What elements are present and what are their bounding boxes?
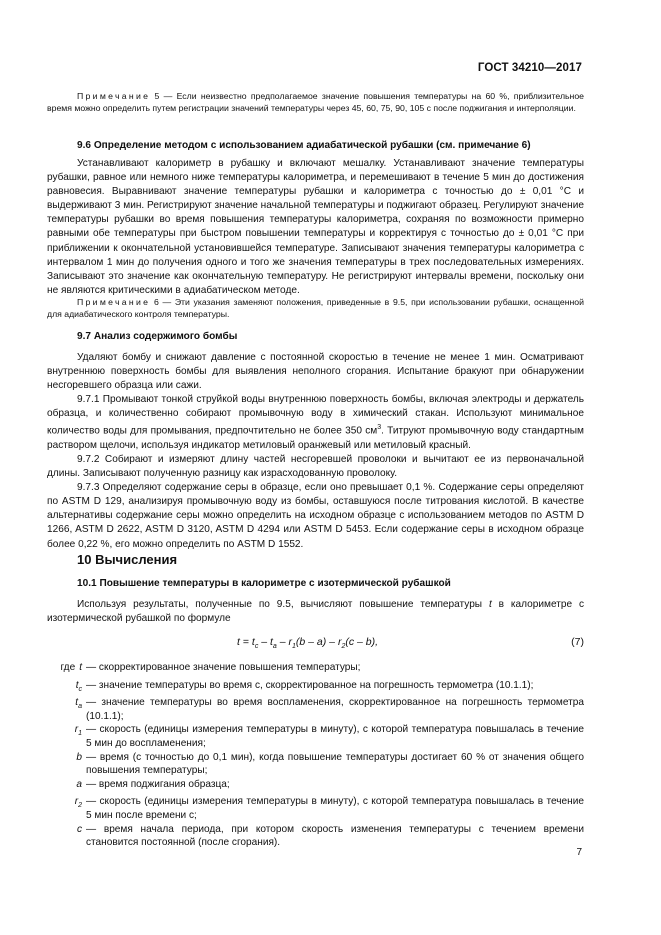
definition-row <box>47 723 584 750</box>
symbol: t <box>75 679 79 691</box>
definition-row <box>47 751 584 778</box>
where-word: где <box>60 662 76 673</box>
paragraph-9-7-1 <box>47 393 584 453</box>
definition-symbol <box>47 823 86 841</box>
section-10-title: 10 Вычисления <box>77 552 178 567</box>
definition-row <box>47 823 584 850</box>
formula-operator: – <box>276 636 289 648</box>
formula-symbol: r <box>288 636 293 648</box>
definition-text: — время поджигания образца; <box>86 778 230 790</box>
definition-symbol <box>47 723 86 741</box>
definition-symbol <box>47 751 86 769</box>
section-9-6-paragraph: Устанавливают калориметр в рубашку и включают мешалку. Устанавливают значение температуры рубашки, равное или немного ниже температуры калориметра, и перемешивают в течение 5 мин до достижения равновесия. Выравнивают значение температуры рубашки и калориметра с точностью до ± 0,01 °C и выдерживают 3 мин. Регистрируют значение начальной температуры и поджигают образец. Регулируют значение температуры рубашки во время повышения температуры калориметра, сохраняя по возможности примерно равными обе температуры при быстром повышении температуры и корректируя с точностью до ± 0,01 °C при приближении к окончательной установившейся температуре. Записывают значения температуры калориметра с интервалом 1 мин до получения одного и того же значения температуры в трех последовательных измерениях. Записывают это значение как окончательную температуру. Не регистрируют интервалы времени, поскольку они не являются критическими в адиабатическом методе. <box>47 158 584 296</box>
formula-number: (7) <box>571 636 584 648</box>
formula-symbol: t <box>251 636 255 648</box>
formula-term: (c – b), <box>345 636 379 648</box>
section-10-1-intro <box>47 598 584 626</box>
note-6 <box>47 296 584 320</box>
symbol: t <box>79 662 82 673</box>
definition-row <box>47 795 584 822</box>
formula-subscript: 1 <box>292 643 296 651</box>
symbol: t <box>75 697 79 709</box>
section-9-7-body <box>47 351 584 552</box>
symbol-subscript: c <box>78 685 82 693</box>
definition-symbol <box>47 795 86 813</box>
definitions-list <box>47 661 584 850</box>
definition-text: — время начала периода, при котором скорость изменения температуры с течением времени становится постоянной (после сгорания). <box>86 823 584 849</box>
superscript: 3 <box>377 424 382 432</box>
formula-symbol: t <box>270 636 273 648</box>
page-number: 7 <box>576 847 582 858</box>
definition-text: — значение температуры во время воспламенения, скорректированное на погрешность термометра (10.1.1); <box>86 697 584 722</box>
note-label: Примечание <box>77 91 151 101</box>
definition-symbol <box>47 679 86 697</box>
symbol: r <box>74 796 79 808</box>
section-9-6-title: 9.6 Определение методом с использованием адиабатической рубашки (см. примечание 6) <box>77 140 531 151</box>
section-10-1-title: 10.1 Повышение температуры в калориметре с изотермической рубашкой <box>77 578 451 589</box>
symbol-subscript: 1 <box>78 730 82 738</box>
formula-subscript: a <box>272 643 277 651</box>
definition-symbol <box>47 696 86 714</box>
formula-operator: = <box>239 636 252 648</box>
definition-text: — время (с точностью до 0,1 мин), когда повышение температуры достигает 60 % от значения общего повышения температуры; <box>86 751 584 777</box>
note-5 <box>47 90 584 114</box>
paragraph-9-7-3: 9.7.3 Определяют содержание серы в образце, если оно превышает 0,1 %. Содержание серы определяют по ASTM D 129, анализируя промывочную воду из бомбы, оставшуюся после титрования кислотой. В качестве альтернативы содержание серы можно определить на исходном образце с использованием методов по ASTM D 1266, ASTM D 2622, ASTM D 3120, ASTM D 4294 или ASTM D 5453. Если содержание серы в исходном образце более 0,22 %, его можно определить по ASTM D 1552. <box>47 482 584 550</box>
formula-symbol: r <box>337 636 342 648</box>
paragraph-text: . Титруют промывочную воду стандартным раствором щелочи, используя индикатор метиловый оранжевый или метиловый красный. <box>47 425 584 451</box>
formula-symbol: t <box>237 636 240 648</box>
definition-row <box>47 778 584 796</box>
symbol: c <box>76 823 82 835</box>
formula-term: (b – a) – <box>295 636 338 648</box>
formula-subscript: 2 <box>341 643 346 651</box>
intro-text: в калориметре с изотермической рубашкой по формуле <box>47 599 584 625</box>
definition-symbol <box>47 778 86 796</box>
intro-symbol: t <box>488 599 492 610</box>
note-text: 6 — Эти указания заменяют положения, приведенные в 9.5, при использовании рубашки, оснащенной для адиабатического контроля температуры. <box>47 297 584 320</box>
document-code-header: ГОСТ 34210—2017 <box>477 62 582 74</box>
definition-row <box>47 679 584 697</box>
definition-text: — скорость (единицы измерения температуры в минуту), с которой температура повышалась в течение 5 мин после времени c; <box>86 796 584 821</box>
note-text: 5 — Если неизвестно предполагаемое значение повышения температуры на 60 %, приблизительное время можно определить путем регистрации значений температуры через 45, 60, 75, 90, 105 с после поджигания и интерполяции. <box>47 91 584 114</box>
paragraph: Удаляют бомбу и снижают давление с постоянной скоростью в течение не менее 1 мин. Осматривают внутреннюю поверхность бомбы для выявления неполного сгорания. Испытание бракуют при обнаружении несгоревшего образца или сажи. <box>47 352 584 392</box>
paragraph-9-7-2: 9.7.2 Собирают и измеряют длину частей несгоревшей проволоки и вычитают ее из первоначальной длины. Записывают полученную разницу как израсходованную проволоку. <box>47 454 584 480</box>
section-9-7-title: 9.7 Анализ содержимого бомбы <box>77 331 238 342</box>
definition-text: — скорость (единицы измерения температуры в минуту), с которой температура повышалась в течение 5 мин до воспламенения; <box>86 724 584 749</box>
formula-expression <box>237 636 378 650</box>
symbol-subscript: a <box>78 703 82 711</box>
formula-operator: – <box>258 636 270 648</box>
symbol: b <box>76 751 82 763</box>
definition-symbol <box>47 661 86 679</box>
symbol: r <box>74 724 79 736</box>
symbol: a <box>76 778 82 790</box>
note-label: Примечание <box>77 297 151 307</box>
paragraph-text: 9.7.1 Промывают тонкой струйкой воды внутреннюю поверхность бомбы, включая электроды и держатель образца, и количественно собирают промывочную воду в химический стакан. Используют минимальное количество воды для промывания, предпочтительно не более 350 см <box>47 394 584 437</box>
definition-row <box>47 696 584 723</box>
intro-text: Используя результаты, полученные по 9.5, вычисляют повышение температуры <box>77 599 489 610</box>
symbol-subscript: 2 <box>78 802 82 810</box>
formula-subscript: c <box>254 643 259 651</box>
definition-text: — скорректированное значение повышения температуры; <box>86 662 361 673</box>
definition-row <box>47 661 584 679</box>
definition-text: — значение температуры во время c, скорректированное на погрешность термометра (10.1.1); <box>86 679 534 691</box>
